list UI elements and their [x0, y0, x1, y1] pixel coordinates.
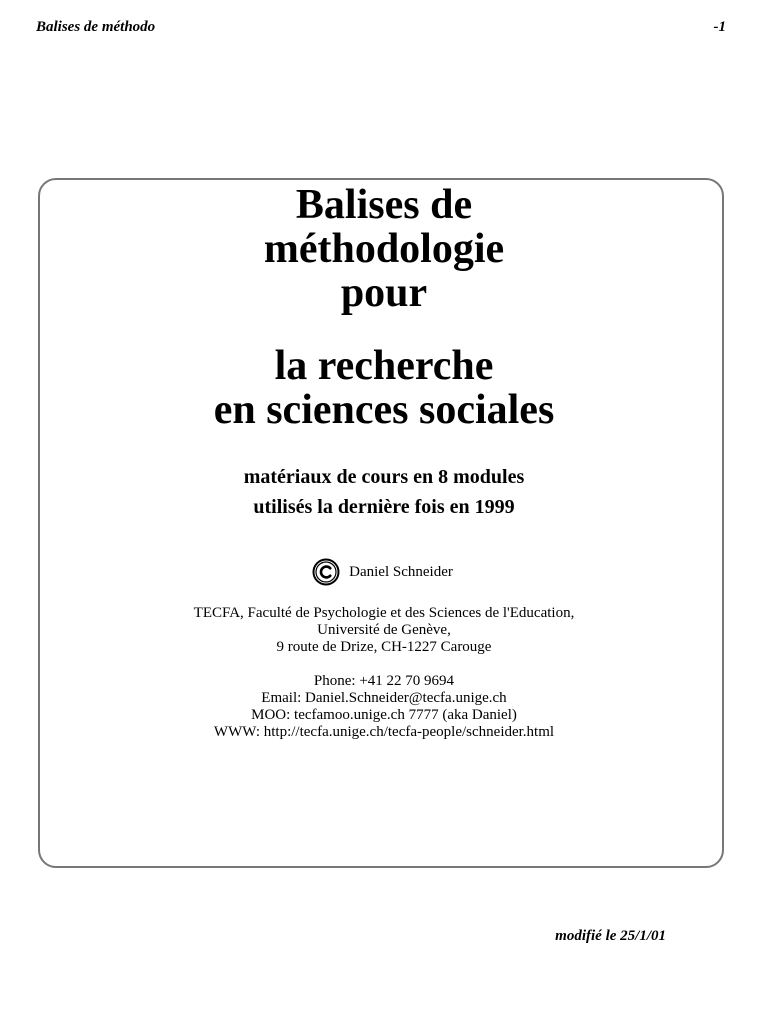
- phone-line: Phone: +41 22 70 9694: [313, 673, 455, 689]
- spacer: [0, 656, 768, 673]
- page-number: -1: [713, 19, 726, 35]
- moo-line: MOO: tecfamoo.unige.ch 7777 (aka Daniel): [251, 707, 517, 723]
- affiliation-line: TECFA, Faculté de Psychologie et des Sciences de l'Education,: [193, 605, 575, 621]
- running-header-title: Balises de méthodo: [36, 19, 156, 35]
- address-line: 9 route de Drize, CH-1227 Carouge: [276, 639, 492, 655]
- document-subtitle: [0, 344, 768, 432]
- title-line: pour: [340, 270, 428, 316]
- title-line: la recherche: [274, 343, 494, 389]
- document-title: [0, 183, 768, 315]
- title-line: méthodologie: [263, 226, 505, 272]
- www-line: WWW: http://tecfa.unige.ch/tecfa-people/schneider.html: [213, 724, 555, 740]
- email-line: Email: Daniel.Schneider@tecfa.unige.ch: [261, 690, 507, 706]
- author-name: Daniel Schneider: [349, 563, 453, 580]
- contact-block: [0, 605, 768, 741]
- modified-date: modifié le 25/1/01: [555, 928, 666, 944]
- course-info: [0, 462, 768, 522]
- author-line: [0, 557, 768, 587]
- affiliation-line: Université de Genève,: [317, 622, 451, 638]
- title-line: Balises de: [295, 182, 473, 228]
- course-info-line: utilisés la dernière fois en 1999: [253, 496, 515, 518]
- copyright-icon: [311, 557, 341, 587]
- course-info-line: matériaux de cours en 8 modules: [243, 466, 525, 488]
- title-line: en sciences sociales: [213, 387, 555, 433]
